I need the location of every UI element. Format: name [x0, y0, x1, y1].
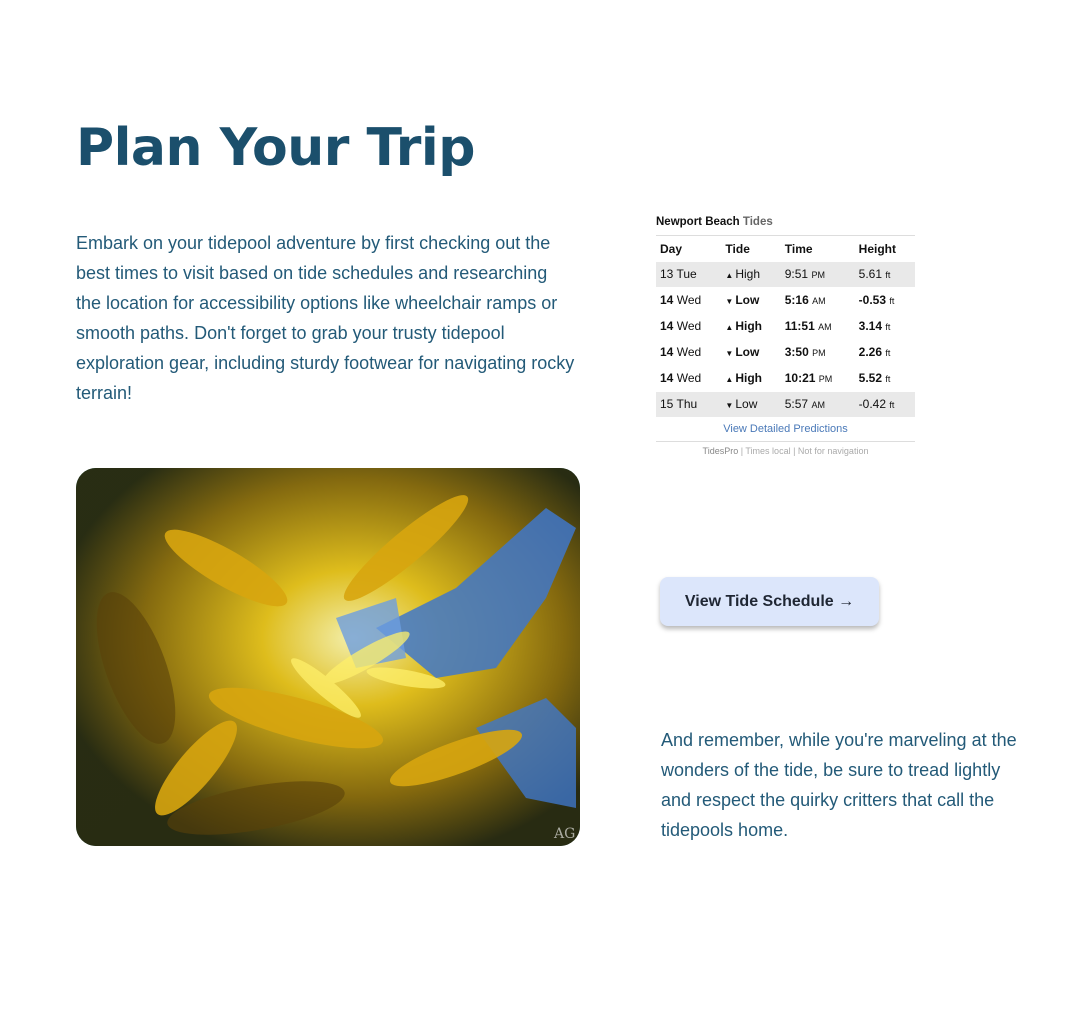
tide-location: Newport Beach	[656, 216, 740, 228]
tide-table	[656, 235, 915, 417]
tide-direction-icon: ▲	[725, 271, 734, 280]
tide-height	[855, 392, 915, 418]
time-value: 10:21	[784, 371, 816, 385]
tide-type	[721, 366, 780, 392]
credit-note: | Times local | Not for navigation	[738, 446, 869, 456]
column-header: Height	[855, 236, 915, 262]
tide-label: Low	[735, 345, 760, 359]
day-number: 13	[660, 267, 674, 281]
time-ampm: AM	[818, 322, 832, 332]
tide-row	[656, 288, 915, 314]
tide-type	[721, 340, 780, 366]
tide-height	[855, 314, 915, 340]
kelp-photo-illustration	[76, 468, 580, 846]
time-value: 9:51	[784, 267, 809, 281]
tide-time	[781, 314, 855, 340]
tide-height	[855, 262, 915, 288]
tide-time	[781, 262, 855, 288]
column-header: Day	[656, 236, 721, 262]
kelp-forest-photo	[76, 468, 580, 846]
intro-paragraph: Embark on your tidepool adventure by first checking out the best times to visit based on tide schedules and researching the location for accessibility options like wheelchair ramps or smooth paths. Don't forget to grab your trusty tidepool exploration gear, including sturdy footwear for navigating rocky terrain!	[76, 233, 575, 403]
height-unit: ft	[885, 270, 891, 280]
tide-day	[656, 262, 721, 288]
tide-type	[721, 262, 780, 288]
height-unit: ft	[885, 322, 891, 332]
tide-row	[656, 340, 915, 366]
tide-credit	[656, 442, 915, 456]
tide-label: High	[735, 371, 763, 385]
time-value: 5:57	[784, 397, 809, 411]
tide-direction-icon: ▼	[725, 297, 734, 306]
tide-widget	[656, 216, 915, 456]
tide-day	[656, 340, 721, 366]
tide-time	[781, 366, 855, 392]
page-title: Plan Your Trip	[76, 118, 475, 178]
height-unit: ft	[885, 348, 891, 358]
tide-height	[855, 288, 915, 314]
tide-type	[721, 392, 780, 418]
day-number: 14	[660, 371, 674, 385]
tide-type	[721, 288, 780, 314]
tide-label: High	[735, 267, 761, 281]
time-ampm: PM	[811, 270, 825, 280]
outro-paragraph: And remember, while you're marveling at the wonders of the tide, be sure to tread lightly and respect the quirky critters that call the tidepools home.	[661, 730, 1017, 840]
tide-row	[656, 314, 915, 340]
day-number: 14	[660, 345, 674, 359]
view-detailed-predictions-link[interactable]: View Detailed Predictions	[656, 417, 915, 442]
tide-type	[721, 314, 780, 340]
weekday: Wed	[676, 371, 702, 385]
tide-table-body	[656, 262, 915, 418]
tide-time	[781, 340, 855, 366]
weekday: Thu	[676, 397, 698, 411]
tide-direction-icon: ▼	[725, 349, 734, 358]
tide-direction-icon: ▲	[725, 375, 734, 384]
day-number: 15	[660, 397, 674, 411]
height-value: 5.52	[858, 371, 883, 385]
weekday: Wed	[676, 319, 702, 333]
tide-label: Low	[735, 397, 758, 411]
photo-signature: AG	[554, 826, 576, 842]
weekday: Tue	[676, 267, 697, 281]
time-ampm: AM	[812, 296, 826, 306]
height-value: -0.42	[858, 397, 887, 411]
day-number: 14	[660, 293, 674, 307]
tide-day	[656, 288, 721, 314]
credit-brand[interactable]: TidesPro	[702, 446, 739, 456]
tide-day	[656, 392, 721, 418]
tide-time	[781, 288, 855, 314]
time-value: 11:51	[784, 319, 815, 333]
time-ampm: PM	[818, 374, 833, 384]
tide-row	[656, 366, 915, 392]
tide-height	[855, 366, 915, 392]
tide-time	[781, 392, 855, 418]
tide-height	[855, 340, 915, 366]
tide-direction-icon: ▲	[725, 323, 734, 332]
height-value: 3.14	[858, 319, 883, 333]
time-ampm: AM	[811, 400, 825, 410]
time-value: 3:50	[784, 345, 809, 359]
day-number: 14	[660, 319, 674, 333]
time-ampm: PM	[812, 348, 826, 358]
height-value: 5.61	[858, 267, 883, 281]
time-value: 5:16	[784, 293, 809, 307]
height-unit: ft	[885, 374, 891, 384]
tide-label: Low	[735, 293, 760, 307]
view-tide-schedule-button[interactable]: View Tide Schedule →	[660, 577, 879, 626]
tide-row	[656, 392, 915, 418]
height-value: -0.53	[858, 293, 887, 307]
height-value: 2.26	[858, 345, 883, 359]
tide-widget-heading	[656, 216, 915, 228]
column-header: Time	[781, 236, 855, 262]
weekday: Wed	[676, 345, 702, 359]
tide-table-header	[656, 236, 915, 262]
tide-heading-suffix: Tides	[742, 216, 773, 228]
weekday: Wed	[676, 293, 702, 307]
tide-row	[656, 262, 915, 288]
tide-label: High	[735, 319, 763, 333]
tide-day	[656, 314, 721, 340]
column-header: Tide	[721, 236, 780, 262]
height-unit: ft	[889, 400, 895, 410]
height-unit: ft	[889, 296, 895, 306]
tide-day	[656, 366, 721, 392]
tide-direction-icon: ▼	[725, 401, 734, 410]
